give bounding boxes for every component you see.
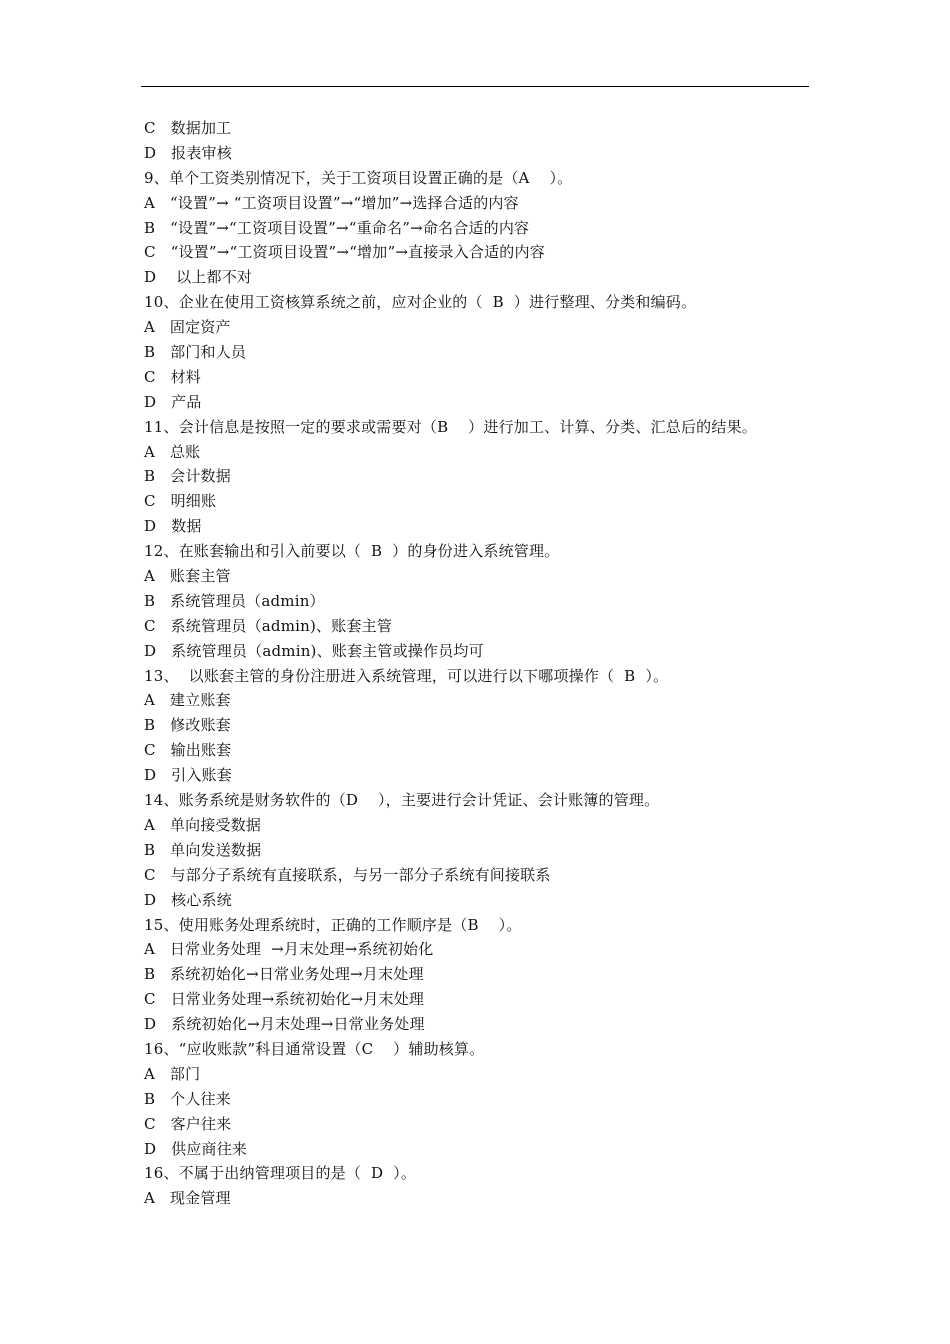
text-line: C “设置”→“工资项目设置”→“增加”→直接录入合适的内容 <box>144 243 545 262</box>
text-line: 12、在账套输出和引入前要以（ B ）的身份进入系统管理。 <box>144 542 560 561</box>
text-line: B 系统管理员（admin） <box>144 591 325 610</box>
text-line: 16、不属于出纳管理项目的是（ D ）。 <box>144 1164 417 1183</box>
text-line: B 会计数据 <box>144 467 231 486</box>
text-line: C 材料 <box>144 367 201 386</box>
text-line: 15、使用账务处理系统时，正确的工作顺序是（B ）。 <box>144 915 522 934</box>
text-line: B 单向发送数据 <box>144 840 262 859</box>
text-line: D 供应商往来 <box>144 1139 248 1158</box>
text-line: C 明细账 <box>144 492 217 511</box>
text-line: D 报表审核 <box>144 143 232 162</box>
text-line: D 产品 <box>144 392 202 411</box>
text-line: 13、 以账套主管的身份注册进入系统管理，可以进行以下哪项操作（ B ）。 <box>144 666 669 685</box>
text-line: D 引入账套 <box>144 766 232 785</box>
document-body <box>144 116 824 1211</box>
text-line: D 系统初始化→月末处理→日常业务处理 <box>144 1015 425 1034</box>
text-line: A “设置”→ “工资项目设置”→“增加”→选择合适的内容 <box>144 193 519 212</box>
text-line: A 总账 <box>144 442 201 461</box>
text-line: A 现金管理 <box>144 1189 231 1208</box>
text-line: D 系统管理员（admin)、账套主管或操作员均可 <box>144 641 484 660</box>
text-line: D 数据 <box>144 517 202 536</box>
text-line: B 部门和人员 <box>144 343 247 362</box>
text-line: A 账套主管 <box>144 567 231 586</box>
text-line: 9、单个工资类别情况下，关于工资项目设置正确的是（A ）。 <box>144 168 573 187</box>
text-line: A 固定资产 <box>144 318 231 337</box>
text-line: B 个人往来 <box>144 1089 231 1108</box>
text-line: C 与部分子系统有直接联系，与另一部分子系统有间接联系 <box>144 865 551 884</box>
text-line: A 日常业务处理 →月末处理→系统初始化 <box>144 940 434 959</box>
text-line: 14、账务系统是财务软件的（D ），主要进行会计凭证、会计账簿的管理。 <box>144 791 660 810</box>
text-line: A 建立账套 <box>144 691 231 710</box>
text-line: B 修改账套 <box>144 716 231 735</box>
text-line: C 系统管理员（admin)、账套主管 <box>144 616 393 635</box>
text-line: C 客户往来 <box>144 1114 232 1133</box>
text-line: A 单向接受数据 <box>144 815 262 834</box>
header-rule <box>141 86 809 87</box>
text-line: 11、会计信息是按照一定的要求或需要对（B ）进行加工、计算、分类、汇总后的结果。 <box>144 417 757 436</box>
text-line: C 输出账套 <box>144 741 232 760</box>
text-line: C 日常业务处理→系统初始化→月末处理 <box>144 990 425 1009</box>
text-line: B “设置”→“工资项目设置”→“重命名”→命名合适的内容 <box>144 218 530 237</box>
text-line: A 部门 <box>144 1064 201 1083</box>
text-line: D 以上都不对 <box>144 268 253 287</box>
text-line: D 核心系统 <box>144 890 232 909</box>
text-line: C 数据加工 <box>144 119 232 137</box>
text-line: B 系统初始化→日常业务处理→月末处理 <box>144 965 424 984</box>
text-line: 16、“应收账款”科目通常设置（C ）辅助核算。 <box>144 1039 485 1058</box>
text-line: 10、企业在使用工资核算系统之前，应对企业的（ B ）进行整理、分类和编码。 <box>144 293 697 312</box>
